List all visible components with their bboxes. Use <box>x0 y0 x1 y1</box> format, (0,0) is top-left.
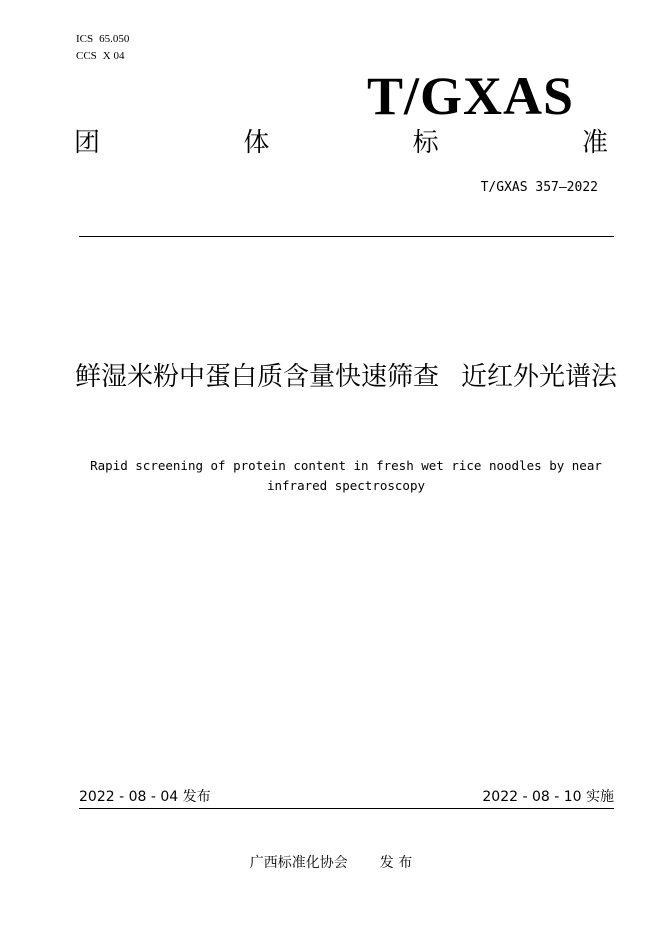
ics-classification <box>76 32 129 46</box>
publish-date: 2022 - 08 - 04 发布 <box>79 789 211 805</box>
top-divider <box>79 236 614 237</box>
implement-date: 2022 - 08 - 10 实施 <box>482 789 614 805</box>
publisher-name: 广西标准化协会 <box>249 855 348 871</box>
title-chinese-method: 近红外光谱法 <box>461 362 618 392</box>
standard-type-char: 团 <box>74 128 101 158</box>
title-chinese <box>70 360 622 395</box>
ccs-classification <box>76 49 125 63</box>
publisher <box>0 854 662 872</box>
bottom-divider <box>79 808 614 809</box>
standard-type-char: 准 <box>581 128 608 158</box>
standard-type-heading <box>74 127 608 159</box>
title-chinese-main: 鲜湿米粉中蛋白质含量快速筛查 <box>74 362 439 392</box>
brand-logo: T/GXAS <box>366 66 574 126</box>
ccs-code: X 04 <box>102 50 125 62</box>
title-english: Rapid screening of protein content in fresh wet rice noodles by near infrared spectroscopy <box>90 458 602 493</box>
ics-label: ICS <box>76 33 94 45</box>
standard-number: T/GXAS 357—2022 <box>480 180 598 195</box>
publisher-action: 发 布 <box>379 855 413 871</box>
standard-type-char: 体 <box>243 128 270 158</box>
ccs-label: CCS <box>76 50 97 62</box>
ics-code: 65.050 <box>99 33 130 45</box>
standard-type-char: 标 <box>412 128 439 158</box>
